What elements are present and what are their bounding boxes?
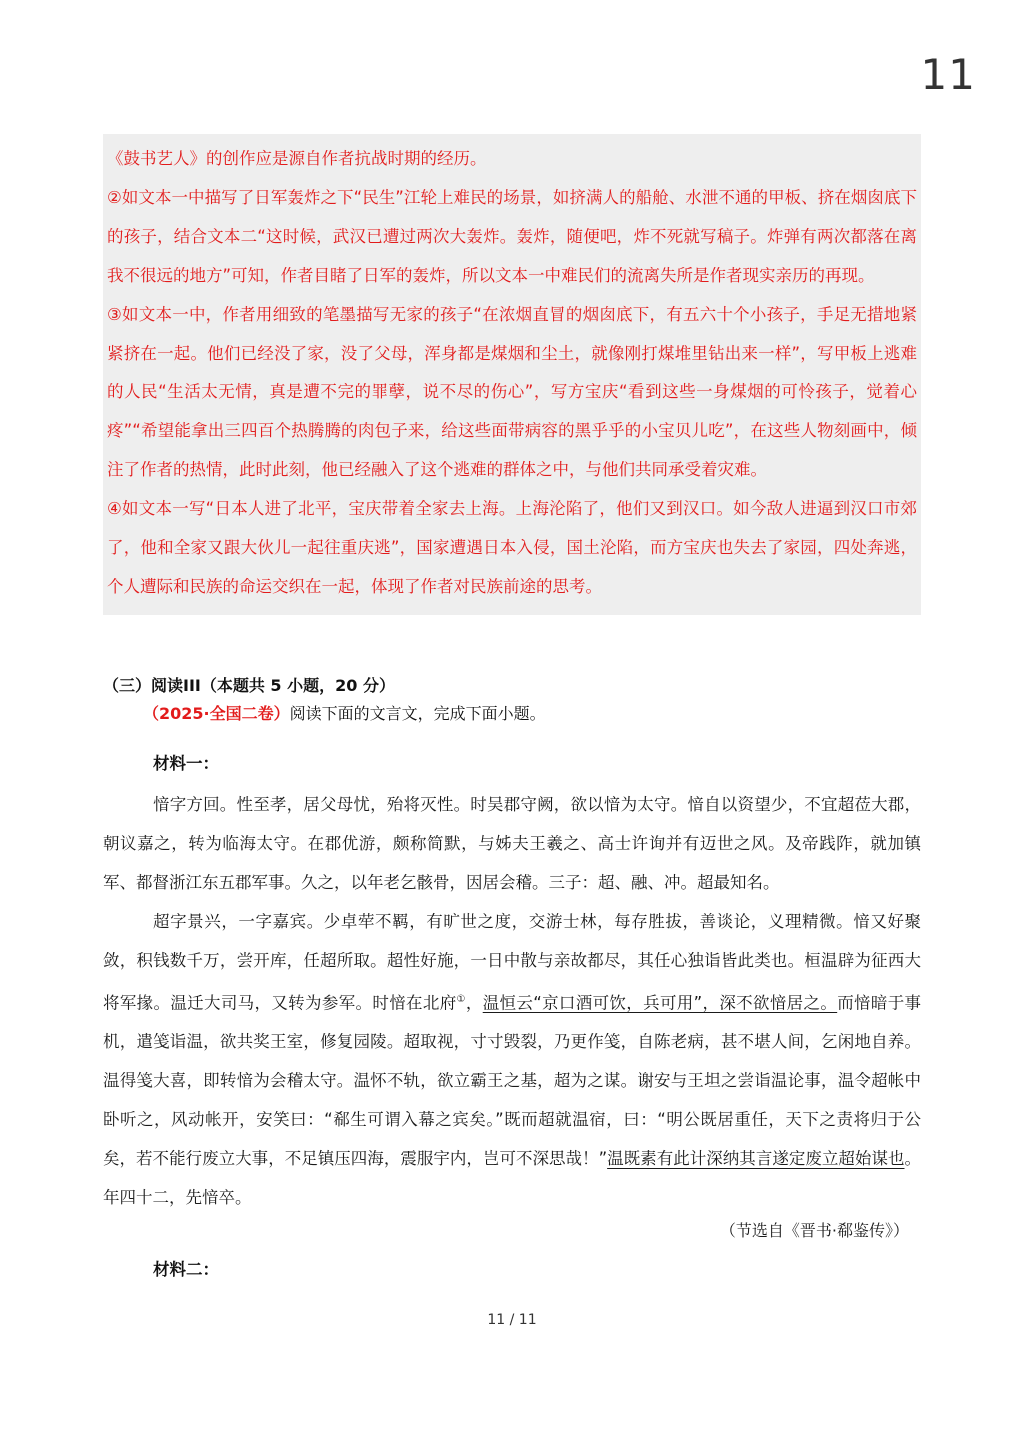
instruction-text: 阅读下面的文言文，完成下面小题。	[289, 704, 546, 723]
section-instruction-line	[103, 700, 921, 728]
source-citation: （节选自《晋书·郗鉴传》）	[719, 1221, 909, 1240]
underlined-sentence-1: 温恒云“京口酒可饮，兵可用”，深不欲愔居之。	[482, 993, 838, 1013]
material-2-title: 材料二：	[153, 1260, 219, 1279]
section-header	[103, 672, 921, 728]
passage-paragraph-1: 愔字方回。性至孝，居父母忧，殆将灭性。时吴郡守阙，欲以愔为太守。愔自以资望少，不宜超莅大郡，朝议嘉之，转为临海太守。在郡优游，颇称简默，与姊夫王羲之、高士许询并有迈世之风。及帝践阼，就加镇军、都督浙江东五郡军事。久之，以年老乞骸骨，因居会稽。三子：超、融、冲。超最知名。	[103, 795, 921, 892]
section-heading: （三）阅读III（本题共 5 小题，20 分）	[103, 676, 395, 695]
answer-paragraph: ②如文本一中描写了日军轰炸之下“民生”江轮上难民的场景，如挤满人的船舱、水泄不通的甲板、挤在烟囱底下的孩子，结合文本二“这时候，武汉已遭过两次大轰炸。轰炸，随便吧，炸不死就写稿子。炸弹有两次都落在离我不很远的地方”可知，作者目睹了日军的轰炸，所以文本一中难民们的流离失所是作者现实亲历的再现。	[107, 187, 917, 285]
material-1-title: 材料一：	[153, 754, 219, 773]
material-1-body	[103, 786, 921, 1217]
answer-paragraph: 《鼓书艺人》的创作应是源自作者抗战时期的经历。	[107, 149, 487, 168]
answer-paragraph: ④如文本一写“日本人进了北平，宝庆带着全家去上海。上海沦陷了，他们又到汉口。如今敌人进逼到汉口市郊了，他和全家又跟大伙儿一起往重庆逃”，国家遭遇日本入侵，国土沦陷，而方宝庆也失去了家园，四处奔逃，个人遭际和民族的命运交织在一起，体现了作者对民族前途的思考。	[107, 499, 917, 596]
underlined-sentence-2: 温既素有此计深纳其言遂定废立超始谋也	[607, 1148, 905, 1168]
answer-box	[103, 134, 921, 615]
answer-paragraph: ③如文本一中，作者用细致的笔墨描写无家的孩子“在浓烟直冒的烟囱底下，有五六十个小孩子，手足无措地紧紧挤在一起。他们已经没了家，没了父母，浑身都是煤烟和尘土，就像刚打煤堆里钻出来一样”，写甲板上逃难的人民“生活太无情，真是遭不完的罪孽，说不尽的伤心”，写方宝庆“看到这些一身煤烟的可怜孩子，觉着心疼”“希望能拿出三四百个热腾腾的肉包子来，给这些面带病容的黑乎乎的小宝贝儿吃”，在这些人物刻画中，倾注了作者的热情，此时此刻，他已经融入了这个逃难的群体之中，与他们共同承受着灾难。	[107, 304, 917, 480]
source-tag: （2025·全国二卷）	[143, 704, 290, 723]
page-corner-number: 11	[920, 50, 976, 99]
passage-paragraph-2: 超字景兴，一字嘉宾。少卓荦不羁，有旷世之度，交游士林，每存胜拔，善谈论，义理精微。愔又好聚敛，积钱数千万，尝开库，任超所取。超性好施，一日中散与亲故都尽，其任心独诣皆此类也。桓温辟为征西大将军掾。温迁大司马，又转为参军。时愔在北府①，温恒云“京口酒可饮，兵可用”，深不欲愔居之。而愔暗于事机，遣笺诣温，欲共奖王室，修复园陵。超取视，寸寸毁裂，乃更作笺，自陈老病，甚不堪人间，乞闲地自养。温得笺大喜，即转愔为会稽太守。温怀不轨，欲立霸王之基，超为之谋。谢安与王坦之尝诣温论事，温令超帐中卧听之，风动帐开，安笑曰：“郗生可谓入幕之宾矣。”既而超就温宿，曰：“明公既居重任，天下之责将归于公矣，若不能行废立大事，不足镇压四海，震服宇内，岂可不深思哉！”温既素有此计深纳其言遂定废立超始谋也。年四十二，先愔卒。	[103, 911, 922, 1207]
footnote-marker: ①	[456, 993, 466, 1005]
page-footer-number: 11 / 11	[487, 1312, 537, 1328]
